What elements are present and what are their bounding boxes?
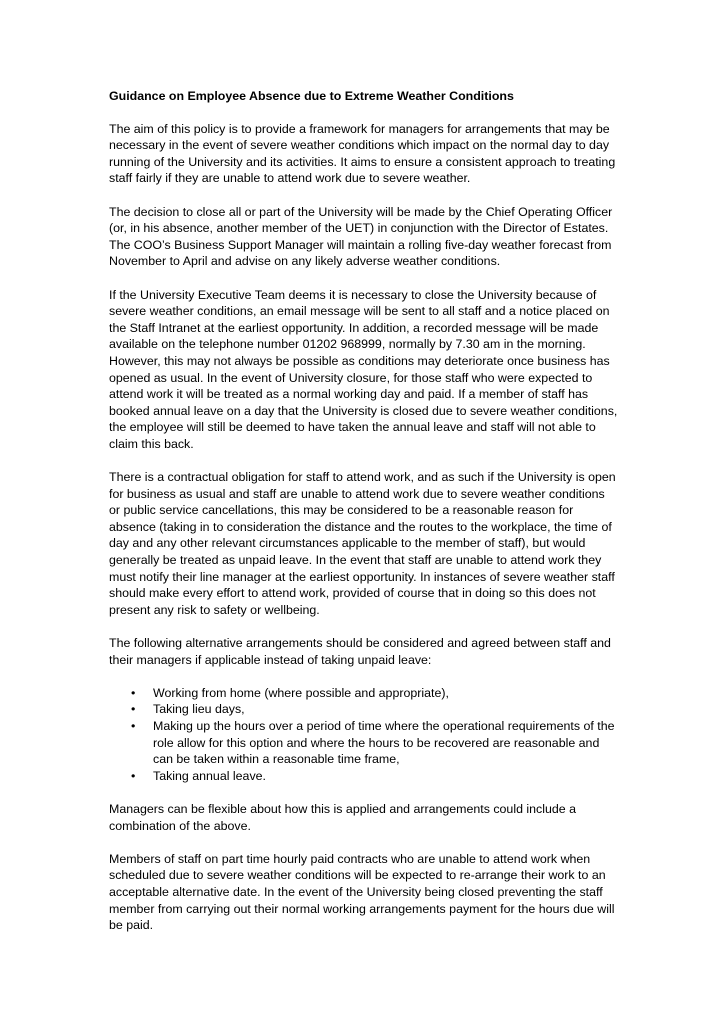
paragraph-part-time-staff: Members of staff on part time hourly paid contracts who are unable to attend work when scheduled due to severe weather conditions will be expected to re-arrange their work to an acceptable alternative date. In the event of the University being closed preventing the staff member from carrying out their normal working arrangements payment for the hours due will be paid. [109,851,615,933]
list-item [131,718,619,768]
paragraph-closure-notice: If the University Executive Team deems it is necessary to close the University because of severe weather conditions, an email message will be sent to all staff and a notice placed on the Staff Intranet at the earliest opportunity. In addition, a recorded message will be made available on the telephone number 01202 968999, normally by 7.30 am in the morning. However, this may not always be possible as conditions may deteriorate once business has opened as usual. In the event of University closure, for those staff who were expected to attend work it will be treated as a normal working day and paid. If a member of staff has booked annual leave on a day that the University is closed due to severe weather conditions, the employee will still be deemed to have taken the annual leave and staff will not able to claim this back. [109,287,618,451]
bullet-icon: • [131,768,136,783]
paragraph-manager-flexibility: Managers can be flexible about how this is applied and arrangements could include a combination of the above. [109,801,577,833]
list-item-text: Working from home (where possible and appropriate), [153,685,449,700]
list-item [131,768,619,785]
alternative-arrangements-list [109,685,619,785]
list-item [131,701,619,718]
document-page [109,88,619,950]
list-item-text: Taking annual leave. [153,768,266,783]
list-item-text: Taking lieu days, [153,702,245,717]
bullet-icon: • [131,702,136,717]
list-item-text: Making up the hours over a period of time where the operational requirements of the role allow for this option and where the hours to be recovered are reasonable and can be taken within a reasonable time frame, [153,718,615,767]
paragraph-aim: The aim of this policy is to provide a framework for managers for arrangements that may be necessary in the event of severe weather conditions which impact on the normal day to day running of the University and its activities. It aims to ensure a consistent approach to treating staff fairly if they are unable to attend work due to severe weather. [109,121,616,186]
paragraph-alternatives-intro: The following alternative arrangements should be considered and agreed between staff and their managers if applicable instead of taking unpaid leave: [109,636,611,667]
bullet-icon: • [131,718,136,733]
paragraph-contractual-obligation: There is a contractual obligation for staff to attend work, and as such if the University is open for business as usual and staff are unable to attend work due to severe weather conditions or public service cancellations, this may be considered to be a reasonable reason for absence (taking in to consideration the distance and the routes to the workplace, the time of day and any other relevant circumstances applicable to the member of staff), but would generally be treated as unpaid leave. In the event that staff are unable to attend work they must notify their line manager at the earliest opportunity. In instances of severe weather staff should make every effort to attend work, provided of course that in doing so this does not present any risk to safety or wellbeing. [109,470,616,617]
document-title: Guidance on Employee Absence due to Extreme Weather Conditions [109,89,514,103]
paragraph-closure-decision: The decision to close all or part of the University will be made by the Chief Operating Officer (or, in his absence, another member of the UET) in conjunction with the Director of Estates. The COO’s Business Support Manager will maintain a rolling five-day weather forecast from November to April and advise on any likely adverse weather conditions. [109,204,613,269]
bullet-icon: • [131,685,136,700]
list-item [131,685,619,702]
